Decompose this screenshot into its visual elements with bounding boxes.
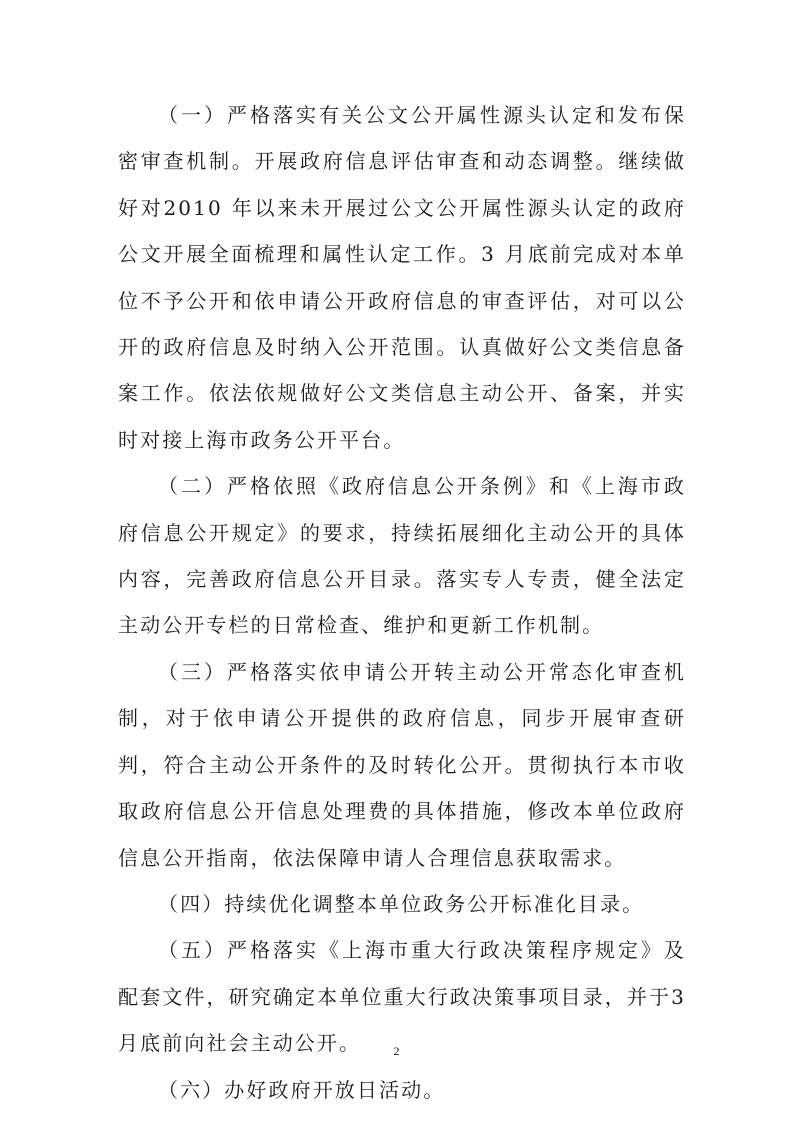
paragraph-2: （二）严格依照《政府信息公开条例》和《上海市政府信息公开规定》的要求，持续拓展细化主动公开的具体内容，完善政府信息公开目录。落实专人专责，健全法定主动公开专栏的日常检查、维护和更新工作机制。 bbox=[118, 474, 686, 638]
paragraph-4: （四）持续优化调整本单位政务公开标准化目录。 bbox=[158, 891, 645, 916]
page-number: 2 bbox=[393, 1044, 400, 1058]
paragraph-3: （三）严格落实依申请公开转主动公开常态化审查机制，对于依申请公开提供的政府信息，同步开展审查研判，符合主动公开条件的及时转化公开。贯彻执行本市收取政府信息公开信息处理费的具体措施，修改本单位政府信息公开指南，依法保障申请人合理信息获取需求。 bbox=[118, 659, 686, 870]
paragraph-6: （六）办好政府开放日活动。 bbox=[158, 1077, 446, 1102]
paragraph-1: （一）严格落实有关公文公开属性源头认定和发布保密审查机制。开展政府信息评估审查和动态调整。继续做好对2010 年以来未开展过公文公开属性源头认定的政府公文开展全面梳理和属性认定工作。3 月底前完成对本单位不予公开和依申请公开政府信息的审查评估，对可以公开的政府信息及时纳入公开范围。认真做好公文类信息备案工作。依法依规做好公文类信息主动公开、备案，并实时对接上海市政务公开平台。 bbox=[118, 103, 686, 452]
document-body bbox=[118, 92, 686, 1113]
paragraph-5: （五）严格落实《上海市重大行政决策程序规定》及配套文件，研究确定本单位重大行政决策事项目录，并于3 月底前向社会主动公开。 bbox=[118, 938, 686, 1056]
